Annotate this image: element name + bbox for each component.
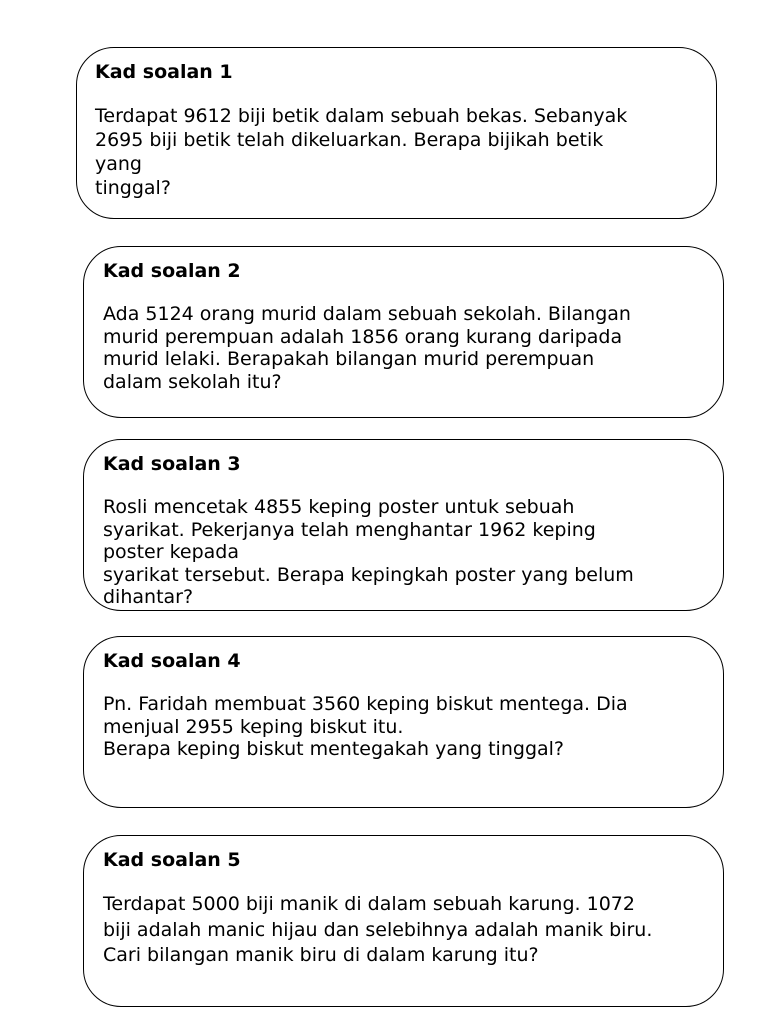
- card-title: Kad soalan 4: [103, 650, 241, 672]
- question-line: Terdapat 9612 biji betik dalam sebuah bekas. Sebanyak: [95, 105, 628, 127]
- question-line: Terdapat 5000 biji manik di dalam sebuah karung. 1072: [103, 893, 635, 915]
- question-line: syarikat tersebut. Berapa kepingkah poster yang belum: [103, 563, 634, 586]
- question-line: biji adalah manic hijau dan selebihnya adalah manik biru.: [103, 918, 653, 941]
- card-title: Kad soalan 1: [95, 61, 233, 83]
- card-question-text: [103, 892, 723, 969]
- card-question-text: [103, 693, 723, 761]
- question-line: Cari bilangan manik biru di dalam karung itu?: [103, 944, 539, 966]
- question-line: syarikat. Pekerjanya telah menghantar 1962 keping: [103, 518, 596, 541]
- question-card-4: [83, 636, 724, 808]
- question-card-5: [83, 835, 724, 1007]
- question-line: dihantar?: [103, 586, 194, 608]
- question-line: murid perempuan adalah 1856 orang kurang daripada: [103, 325, 623, 348]
- question-line: Berapa keping biskut mentegakah yang tinggal?: [103, 738, 565, 760]
- card-question-text: [103, 303, 723, 393]
- question-card-1: [76, 47, 717, 219]
- question-line: menjual 2955 keping biskut itu.: [103, 715, 404, 738]
- question-card-3: [83, 439, 724, 611]
- question-line: poster kepada: [103, 541, 239, 563]
- card-title: Kad soalan 5: [103, 849, 241, 871]
- question-line: murid lelaki. Berapakah bilangan murid perempuan: [103, 348, 595, 370]
- card-question-text: [95, 104, 716, 200]
- question-line: dalam sekolah itu?: [103, 370, 282, 393]
- card-title: Kad soalan 2: [103, 260, 241, 282]
- question-line: 2695 biji betik telah dikeluarkan. Berapa bijikah betik: [95, 129, 604, 151]
- question-line: tinggal?: [95, 177, 171, 199]
- question-line: yang: [95, 153, 142, 175]
- card-question-text: [103, 496, 723, 609]
- question-line: Pn. Faridah membuat 3560 keping biskut mentega. Dia: [103, 693, 628, 715]
- question-card-2: [83, 246, 724, 418]
- question-line: Ada 5124 orang murid dalam sebuah sekolah. Bilangan: [103, 303, 631, 325]
- card-title: Kad soalan 3: [103, 453, 241, 475]
- question-line: Rosli mencetak 4855 keping poster untuk sebuah: [103, 496, 575, 518]
